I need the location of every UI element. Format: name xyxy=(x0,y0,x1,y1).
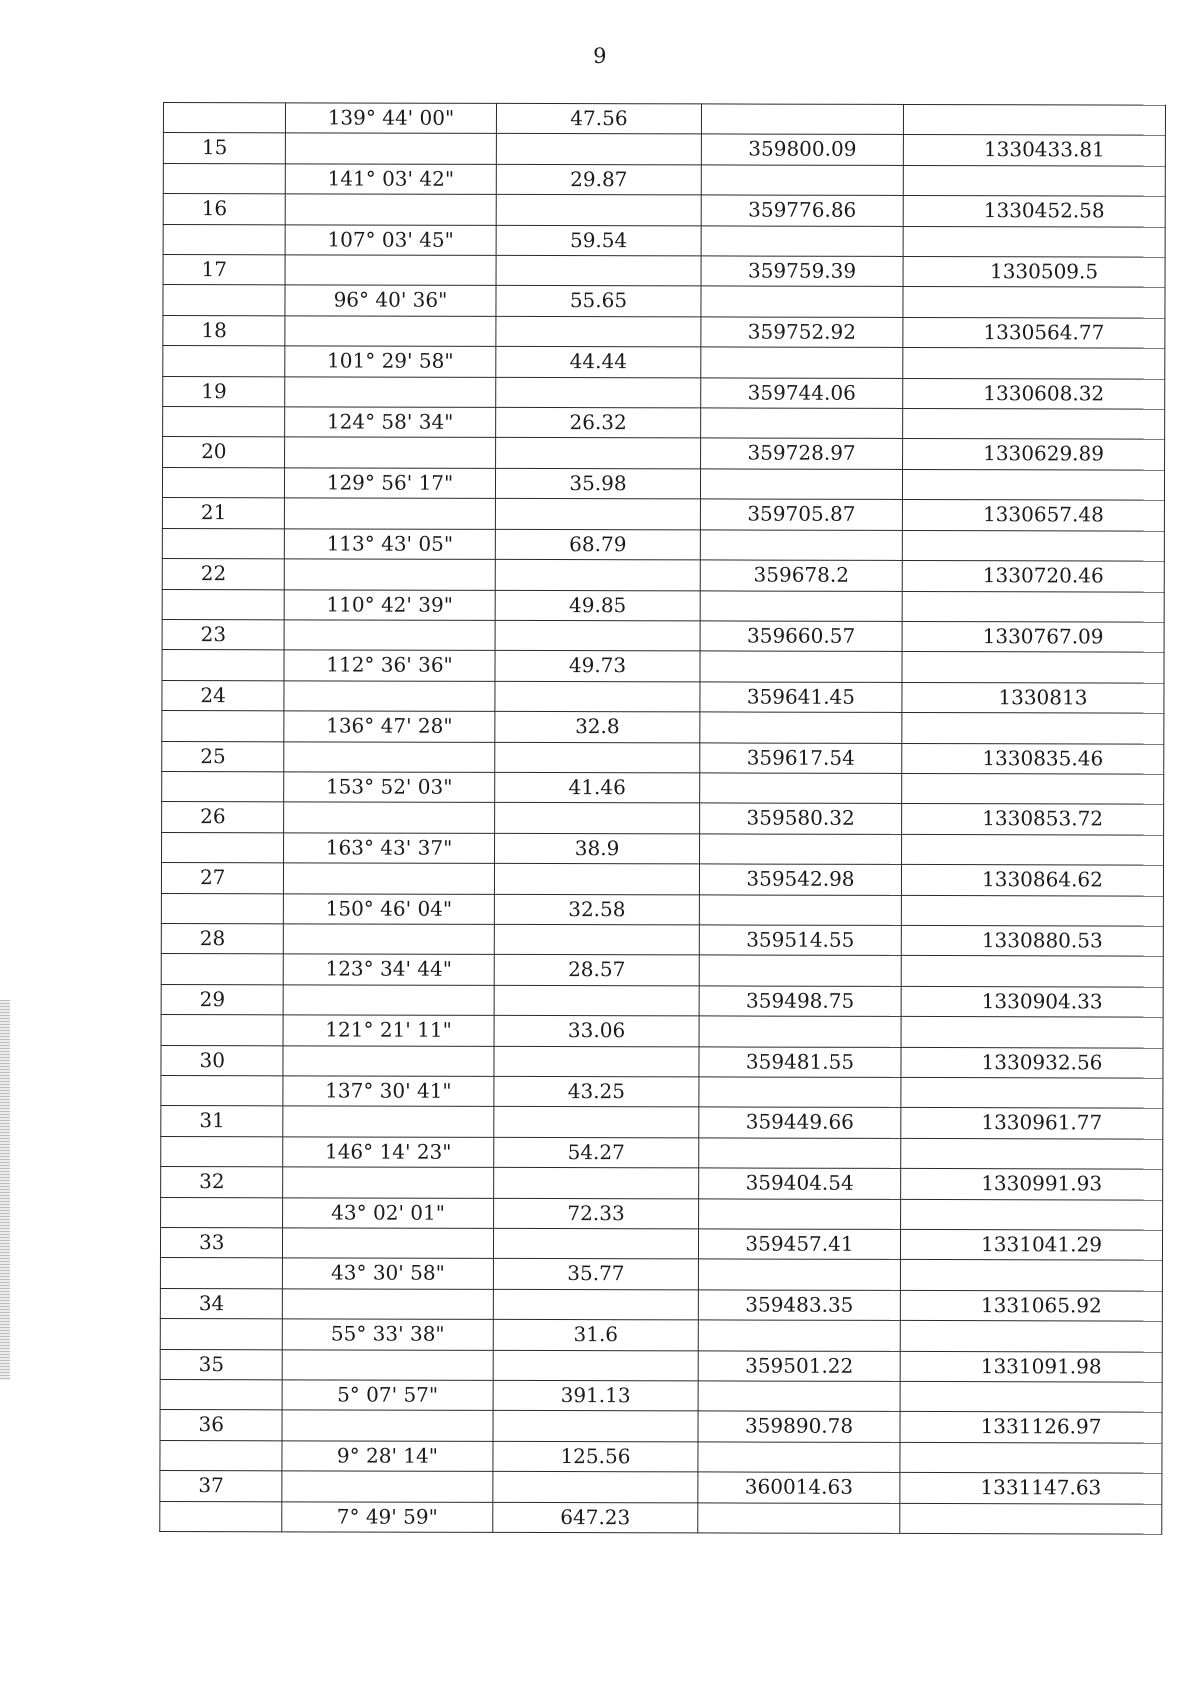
easting-cell: 1330452.58 xyxy=(903,196,1165,227)
course-row xyxy=(162,589,1164,622)
distance-cell: 28.57 xyxy=(494,955,699,986)
bearing-cell xyxy=(284,741,495,772)
easting-cell: 1330961.77 xyxy=(901,1108,1163,1139)
easting-cell xyxy=(902,834,1164,865)
course-row xyxy=(162,711,1164,744)
station-row xyxy=(163,315,1165,348)
bearing-cell: 153° 52' 03" xyxy=(284,772,495,803)
easting-cell: 1330853.72 xyxy=(902,804,1164,835)
course-row xyxy=(163,285,1165,318)
bearing-cell: 43° 30' 58" xyxy=(282,1258,493,1289)
northing-cell xyxy=(700,834,902,865)
bearing-cell xyxy=(282,1349,493,1380)
station-cell: 24 xyxy=(162,680,284,711)
bearing-cell xyxy=(285,255,496,286)
course-row xyxy=(162,771,1164,804)
distance-cell xyxy=(493,1472,698,1503)
distance-cell: 29.87 xyxy=(496,164,701,195)
distance-cell: 26.32 xyxy=(496,407,701,438)
distance-cell xyxy=(496,134,701,165)
course-row xyxy=(163,407,1165,440)
station-cell xyxy=(163,285,285,316)
station-row xyxy=(161,1045,1163,1078)
course-row xyxy=(163,103,1165,136)
station-cell: 23 xyxy=(162,619,284,650)
bearing-cell: 123° 34' 44" xyxy=(283,954,494,985)
station-cell: 18 xyxy=(163,315,285,346)
station-row xyxy=(163,194,1165,227)
easting-cell: 1330880.53 xyxy=(901,925,1163,956)
station-cell: 36 xyxy=(160,1410,282,1441)
bearing-cell xyxy=(283,924,494,955)
station-cell xyxy=(163,103,285,134)
course-row xyxy=(162,832,1164,865)
bearing-cell: 113° 43' 05" xyxy=(284,529,495,560)
northing-cell xyxy=(698,1442,900,1473)
station-cell xyxy=(162,832,284,863)
easting-cell: 1330767.09 xyxy=(902,621,1164,652)
easting-cell: 1330720.46 xyxy=(902,561,1164,592)
distance-cell: 35.98 xyxy=(495,468,700,499)
station-cell xyxy=(163,346,285,377)
station-cell xyxy=(161,1075,283,1106)
survey-table xyxy=(159,102,1166,1535)
distance-cell: 49.85 xyxy=(495,590,700,621)
easting-cell xyxy=(900,1503,1162,1534)
bearing-cell xyxy=(285,376,496,407)
distance-cell xyxy=(494,1168,699,1199)
station-cell: 26 xyxy=(162,802,284,833)
station-row xyxy=(162,559,1164,592)
northing-cell: 359705.87 xyxy=(700,499,902,530)
easting-cell: 1330932.56 xyxy=(901,1047,1163,1078)
station-cell xyxy=(163,163,285,194)
distance-cell xyxy=(495,620,700,651)
easting-cell xyxy=(900,1260,1162,1291)
station-cell xyxy=(160,1319,282,1350)
bearing-cell: 43° 02' 01" xyxy=(283,1197,494,1228)
northing-cell: 359752.92 xyxy=(701,317,903,348)
distance-cell xyxy=(495,559,700,590)
easting-cell: 1330813 xyxy=(902,682,1164,713)
station-cell: 29 xyxy=(161,984,283,1015)
northing-cell xyxy=(699,1077,901,1108)
station-cell: 19 xyxy=(163,376,285,407)
northing-cell: 359776.86 xyxy=(701,195,903,226)
distance-cell xyxy=(495,742,700,773)
station-row xyxy=(162,619,1164,652)
station-cell xyxy=(161,893,283,924)
distance-cell xyxy=(495,681,700,712)
bearing-cell xyxy=(283,1167,494,1198)
bearing-cell: 121° 21' 11" xyxy=(283,1015,494,1046)
northing-cell xyxy=(701,286,903,317)
easting-cell: 1331126.97 xyxy=(900,1412,1162,1443)
station-cell: 21 xyxy=(162,498,284,529)
bearing-cell: 141° 03' 42" xyxy=(285,164,496,195)
bearing-cell xyxy=(285,316,496,347)
distance-cell: 647.23 xyxy=(493,1502,698,1533)
survey-table-body xyxy=(160,103,1166,1535)
station-cell: 33 xyxy=(160,1228,282,1259)
station-row xyxy=(162,802,1164,835)
northing-cell xyxy=(698,1320,900,1351)
station-cell xyxy=(162,467,284,498)
northing-cell: 359514.55 xyxy=(699,925,901,956)
bearing-cell xyxy=(284,620,495,651)
distance-cell xyxy=(496,195,701,226)
distance-cell: 44.44 xyxy=(496,347,701,378)
easting-cell: 1331091.98 xyxy=(900,1351,1162,1382)
easting-cell xyxy=(901,1199,1163,1230)
course-row xyxy=(163,346,1165,379)
northing-cell: 359660.57 xyxy=(700,621,902,652)
northing-cell: 359449.66 xyxy=(699,1107,901,1138)
bearing-cell xyxy=(283,1106,494,1137)
course-row xyxy=(161,1197,1163,1230)
scan-edge-artifact xyxy=(0,1000,10,1380)
bearing-cell xyxy=(283,863,494,894)
bearing-cell: 136° 47' 28" xyxy=(284,711,495,742)
easting-cell xyxy=(900,1321,1162,1352)
distance-cell xyxy=(493,1411,698,1442)
station-cell xyxy=(162,771,284,802)
bearing-cell xyxy=(282,1410,493,1441)
station-cell: 28 xyxy=(161,923,283,954)
bearing-cell xyxy=(284,498,495,529)
northing-cell xyxy=(701,165,903,196)
easting-cell xyxy=(901,1017,1163,1048)
distance-cell: 68.79 xyxy=(495,529,700,560)
station-row xyxy=(163,255,1165,288)
northing-cell: 359759.39 xyxy=(701,256,903,287)
distance-cell xyxy=(496,316,701,347)
course-row xyxy=(160,1258,1162,1291)
northing-cell xyxy=(699,1138,901,1169)
northing-cell: 359457.41 xyxy=(698,1229,900,1260)
station-row xyxy=(160,1471,1162,1504)
northing-cell: 359678.2 xyxy=(700,560,902,591)
station-cell xyxy=(162,711,284,742)
northing-cell: 359404.54 xyxy=(699,1168,901,1199)
station-cell xyxy=(163,407,285,438)
station-cell xyxy=(162,589,284,620)
northing-cell: 359641.45 xyxy=(700,682,902,713)
easting-cell xyxy=(901,1138,1163,1169)
distance-cell: 38.9 xyxy=(495,833,700,864)
course-row xyxy=(163,224,1165,257)
bearing-cell: 9° 28' 14" xyxy=(282,1441,493,1472)
bearing-cell: 129° 56' 17" xyxy=(284,468,495,499)
station-cell: 17 xyxy=(163,255,285,286)
easting-cell: 1330509.5 xyxy=(903,256,1165,287)
bearing-cell xyxy=(284,559,495,590)
easting-cell: 1330904.33 xyxy=(901,986,1163,1017)
easting-cell xyxy=(902,713,1164,744)
northing-cell: 359744.06 xyxy=(701,378,903,409)
easting-cell xyxy=(902,652,1164,683)
bearing-cell: 163° 43' 37" xyxy=(284,833,495,864)
station-cell: 34 xyxy=(160,1288,282,1319)
distance-cell xyxy=(496,438,701,469)
easting-cell xyxy=(903,287,1165,318)
bearing-cell: 146° 14' 23" xyxy=(283,1137,494,1168)
distance-cell: 33.06 xyxy=(494,1016,699,1047)
distance-cell: 47.56 xyxy=(496,103,701,134)
bearing-cell xyxy=(285,133,496,164)
station-cell xyxy=(163,224,285,255)
bearing-cell: 150° 46' 04" xyxy=(283,893,494,924)
bearing-cell xyxy=(282,1228,493,1259)
station-cell: 31 xyxy=(161,1106,283,1137)
northing-cell xyxy=(700,651,902,682)
distance-cell xyxy=(493,1289,698,1320)
station-row xyxy=(160,1410,1162,1443)
bearing-cell xyxy=(285,194,496,225)
distance-cell xyxy=(494,864,699,895)
northing-cell xyxy=(701,104,903,135)
station-row xyxy=(162,680,1164,713)
distance-cell xyxy=(494,1107,699,1138)
station-cell xyxy=(160,1501,282,1532)
bearing-cell: 5° 07' 57" xyxy=(282,1380,493,1411)
bearing-cell: 137° 30' 41" xyxy=(283,1076,494,1107)
easting-cell xyxy=(902,530,1164,561)
station-cell xyxy=(162,650,284,681)
distance-cell xyxy=(494,1046,699,1077)
station-cell: 35 xyxy=(160,1349,282,1380)
easting-cell xyxy=(903,165,1165,196)
bearing-cell xyxy=(282,1471,493,1502)
station-cell xyxy=(160,1380,282,1411)
northing-cell xyxy=(701,226,903,257)
easting-cell: 1330629.89 xyxy=(903,439,1165,470)
northing-cell xyxy=(701,408,903,439)
distance-cell: 125.56 xyxy=(493,1441,698,1472)
station-cell: 32 xyxy=(161,1167,283,1198)
easting-cell: 1330864.62 xyxy=(901,865,1163,896)
easting-cell xyxy=(903,348,1165,379)
course-row xyxy=(161,1075,1163,1108)
northing-cell xyxy=(700,590,902,621)
course-row xyxy=(162,528,1164,561)
course-row xyxy=(161,893,1163,926)
bearing-cell xyxy=(284,802,495,833)
bearing-cell: 107° 03' 45" xyxy=(285,224,496,255)
distance-cell: 72.33 xyxy=(494,1198,699,1229)
northing-cell xyxy=(700,773,902,804)
station-cell xyxy=(160,1440,282,1471)
northing-cell: 359542.98 xyxy=(699,864,901,895)
distance-cell xyxy=(496,255,701,286)
bearing-cell: 96° 40' 36" xyxy=(285,285,496,316)
distance-cell: 54.27 xyxy=(494,1137,699,1168)
easting-cell xyxy=(903,409,1165,440)
station-cell: 20 xyxy=(163,437,285,468)
northing-cell xyxy=(699,1199,901,1230)
course-row xyxy=(160,1501,1162,1534)
station-row xyxy=(161,1106,1163,1139)
bearing-cell: 101° 29' 58" xyxy=(285,346,496,377)
station-row xyxy=(161,923,1163,956)
bearing-cell: 112° 36' 36" xyxy=(284,650,495,681)
bearing-cell: 139° 44' 00" xyxy=(285,103,496,134)
page-number: 9 xyxy=(593,44,607,68)
station-cell xyxy=(160,1258,282,1289)
course-row xyxy=(160,1380,1162,1413)
bearing-cell xyxy=(285,437,496,468)
easting-cell: 1331147.63 xyxy=(900,1473,1162,1504)
course-row xyxy=(161,954,1163,987)
easting-cell xyxy=(900,1381,1162,1412)
distance-cell: 31.6 xyxy=(493,1320,698,1351)
station-row xyxy=(162,498,1164,531)
easting-cell: 1330657.48 xyxy=(902,500,1164,531)
course-row xyxy=(160,1319,1162,1352)
course-row xyxy=(163,163,1165,196)
station-row xyxy=(160,1349,1162,1382)
easting-cell: 1331065.92 xyxy=(900,1290,1162,1321)
bearing-cell: 7° 49' 59" xyxy=(282,1502,493,1533)
station-row xyxy=(161,863,1163,896)
northing-cell xyxy=(701,347,903,378)
easting-cell xyxy=(901,956,1163,987)
northing-cell: 359481.55 xyxy=(699,1047,901,1078)
northing-cell: 359890.78 xyxy=(698,1411,900,1442)
northing-cell: 359580.32 xyxy=(700,803,902,834)
station-cell xyxy=(161,1136,283,1167)
northing-cell xyxy=(699,955,901,986)
station-row xyxy=(163,437,1165,470)
station-row xyxy=(161,984,1163,1017)
easting-cell xyxy=(903,226,1165,257)
easting-cell: 1330608.32 xyxy=(903,378,1165,409)
northing-cell xyxy=(698,1381,900,1412)
course-row xyxy=(161,1015,1163,1048)
station-cell: 25 xyxy=(162,741,284,772)
northing-cell xyxy=(698,1259,900,1290)
easting-cell xyxy=(902,469,1164,500)
station-cell: 16 xyxy=(163,194,285,225)
bearing-cell: 124° 58' 34" xyxy=(285,407,496,438)
distance-cell xyxy=(493,1228,698,1259)
easting-cell: 1330991.93 xyxy=(901,1169,1163,1200)
station-cell: 30 xyxy=(161,1045,283,1076)
easting-cell: 1331041.29 xyxy=(900,1229,1162,1260)
station-row xyxy=(161,1167,1163,1200)
northing-cell xyxy=(700,530,902,561)
northing-cell: 359800.09 xyxy=(701,134,903,165)
bearing-cell: 55° 33' 38" xyxy=(282,1319,493,1350)
bearing-cell xyxy=(283,1045,494,1076)
distance-cell xyxy=(496,377,701,408)
station-cell: 15 xyxy=(163,133,285,164)
distance-cell: 49.73 xyxy=(495,651,700,682)
easting-cell xyxy=(902,773,1164,804)
northing-cell xyxy=(699,1016,901,1047)
course-row xyxy=(161,1136,1163,1169)
distance-cell: 43.25 xyxy=(494,1076,699,1107)
station-row xyxy=(162,741,1164,774)
distance-cell: 41.46 xyxy=(495,772,700,803)
station-row xyxy=(160,1228,1162,1261)
bearing-cell xyxy=(284,681,495,712)
station-row xyxy=(163,376,1165,409)
distance-cell: 59.54 xyxy=(496,225,701,256)
northing-cell xyxy=(699,894,901,925)
distance-cell: 55.65 xyxy=(496,286,701,317)
northing-cell: 359728.97 xyxy=(701,438,903,469)
northing-cell: 359501.22 xyxy=(698,1351,900,1382)
easting-cell: 1330564.77 xyxy=(903,317,1165,348)
distance-cell xyxy=(493,1350,698,1381)
easting-cell xyxy=(900,1442,1162,1473)
northing-cell xyxy=(700,712,902,743)
distance-cell: 32.58 xyxy=(494,894,699,925)
distance-cell: 35.77 xyxy=(493,1259,698,1290)
station-cell xyxy=(161,1197,283,1228)
easting-cell xyxy=(903,104,1165,135)
station-cell: 27 xyxy=(161,863,283,894)
bearing-cell: 110° 42' 39" xyxy=(284,589,495,620)
northing-cell xyxy=(698,1503,900,1534)
easting-cell: 1330433.81 xyxy=(903,135,1165,166)
station-cell: 22 xyxy=(162,559,284,590)
course-row xyxy=(162,650,1164,683)
easting-cell xyxy=(902,591,1164,622)
northing-cell: 359483.35 xyxy=(698,1290,900,1321)
distance-cell: 391.13 xyxy=(493,1380,698,1411)
northing-cell: 359617.54 xyxy=(700,742,902,773)
station-row xyxy=(160,1288,1162,1321)
course-row xyxy=(160,1440,1162,1473)
northing-cell: 359498.75 xyxy=(699,986,901,1017)
station-cell xyxy=(161,954,283,985)
distance-cell xyxy=(494,985,699,1016)
northing-cell: 360014.63 xyxy=(698,1472,900,1503)
easting-cell: 1330835.46 xyxy=(902,743,1164,774)
distance-cell: 32.8 xyxy=(495,711,700,742)
easting-cell xyxy=(901,895,1163,926)
distance-cell xyxy=(495,803,700,834)
station-cell: 37 xyxy=(160,1471,282,1502)
easting-cell xyxy=(901,1077,1163,1108)
distance-cell xyxy=(494,924,699,955)
course-row xyxy=(162,467,1164,500)
station-row xyxy=(163,133,1165,166)
northing-cell xyxy=(700,469,902,500)
station-cell xyxy=(161,1015,283,1046)
station-cell xyxy=(162,528,284,559)
distance-cell xyxy=(495,499,700,530)
bearing-cell xyxy=(282,1289,493,1320)
bearing-cell xyxy=(283,985,494,1016)
